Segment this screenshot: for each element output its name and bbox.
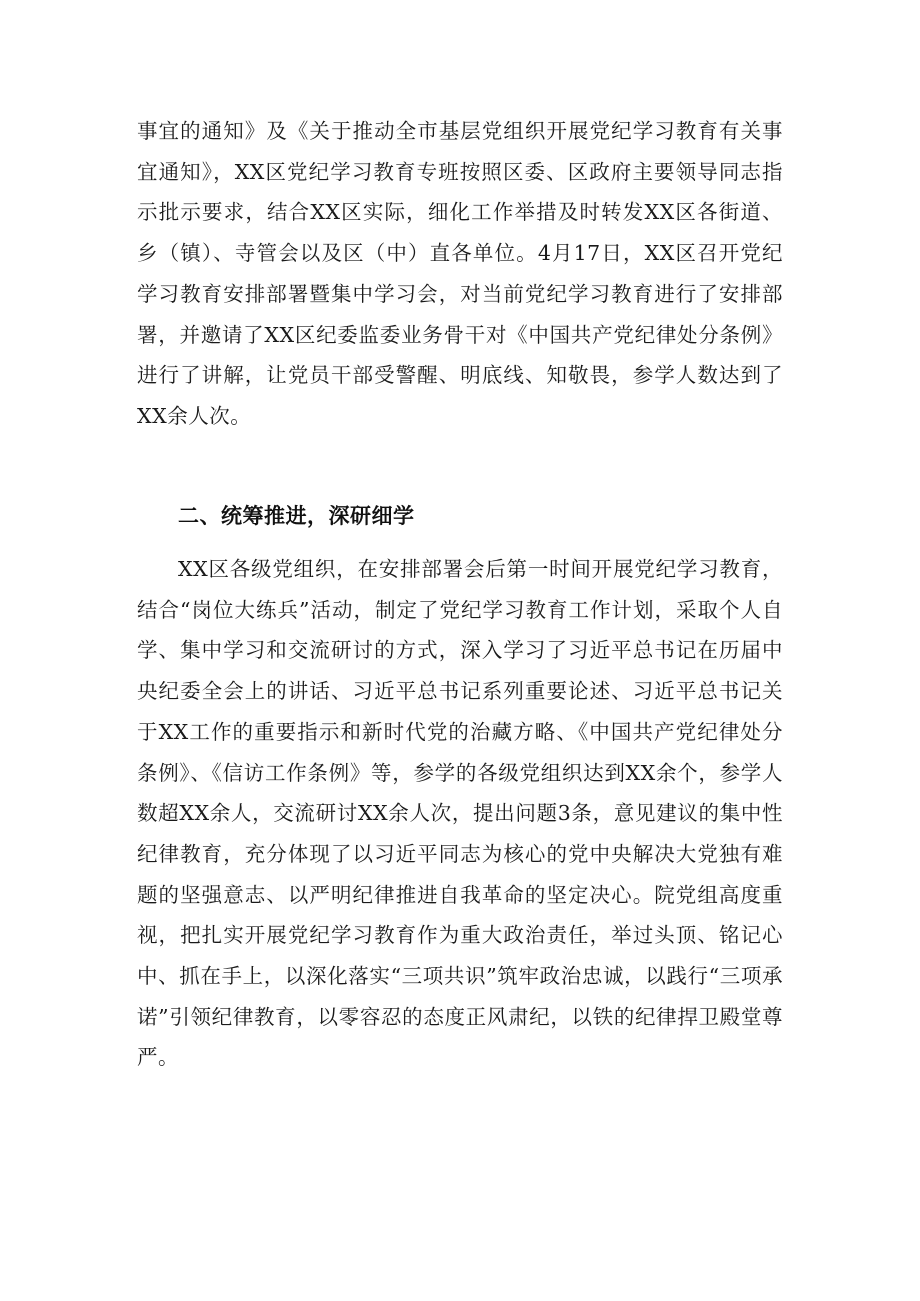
section-heading: 二、统筹推进，深研细学 — [178, 504, 415, 528]
paragraph-notice-forwarding: 事宜的通知》及《关于推动全市基层党组织开展党纪学习教育有关事宜通知》，XX区党纪学习教育专班按照区委、区政府主要领导同志指示批示要求，结合XX区实际，细化工作举措及时转发XX区各街道、乡（镇）、寺管会以及区（中）直各单位。4月17日，XX区召开党纪学习教育安排部署暨集中学习会，对当前党纪学习教育进行了安排部署，并邀请了XX区纪委监委业务骨干对《中国共产党纪律处分条例》进行了讲解，让党员干部受警醒、明底线、知敬畏，参学人数达到了XX余人次。 — [137, 119, 783, 428]
paragraph-study-progress: XX区各级党组织，在安排部署会后第一时间开展党纪学习教育，结合“岗位大练兵”活动，制定了党纪学习教育工作计划，采取个人自学、集中学习和交流研讨的方式，深入学习了习近平总书记在历届中央纪委全会上的讲话、习近平总书记系列重要论述、习近平总书记关于XX工作的重要指示和新时代党的治藏方略、《中国共产党纪律处分条例》、《信访工作条例》等，参学的各级党组织达到XX余个，参学人数超XX余人，交流研讨XX余人次，提出问题3条，意见建议的集中性纪律教育，充分体现了以习近平同志为核心的党中央解决大党独有难题的坚强意志、以严明纪律推进自我革命的坚定决心。院党组高度重视，把扎实开展党纪学习教育作为重大政治责任，举过头顶、铭记心中、抓在手上，以深化落实“三项共识”筑牢政治忠诚，以践行“三项承诺”引领纪律教育，以零容忍的态度正风肃纪，以铁的纪律捍卫殿堂尊严。 — [137, 557, 783, 1070]
